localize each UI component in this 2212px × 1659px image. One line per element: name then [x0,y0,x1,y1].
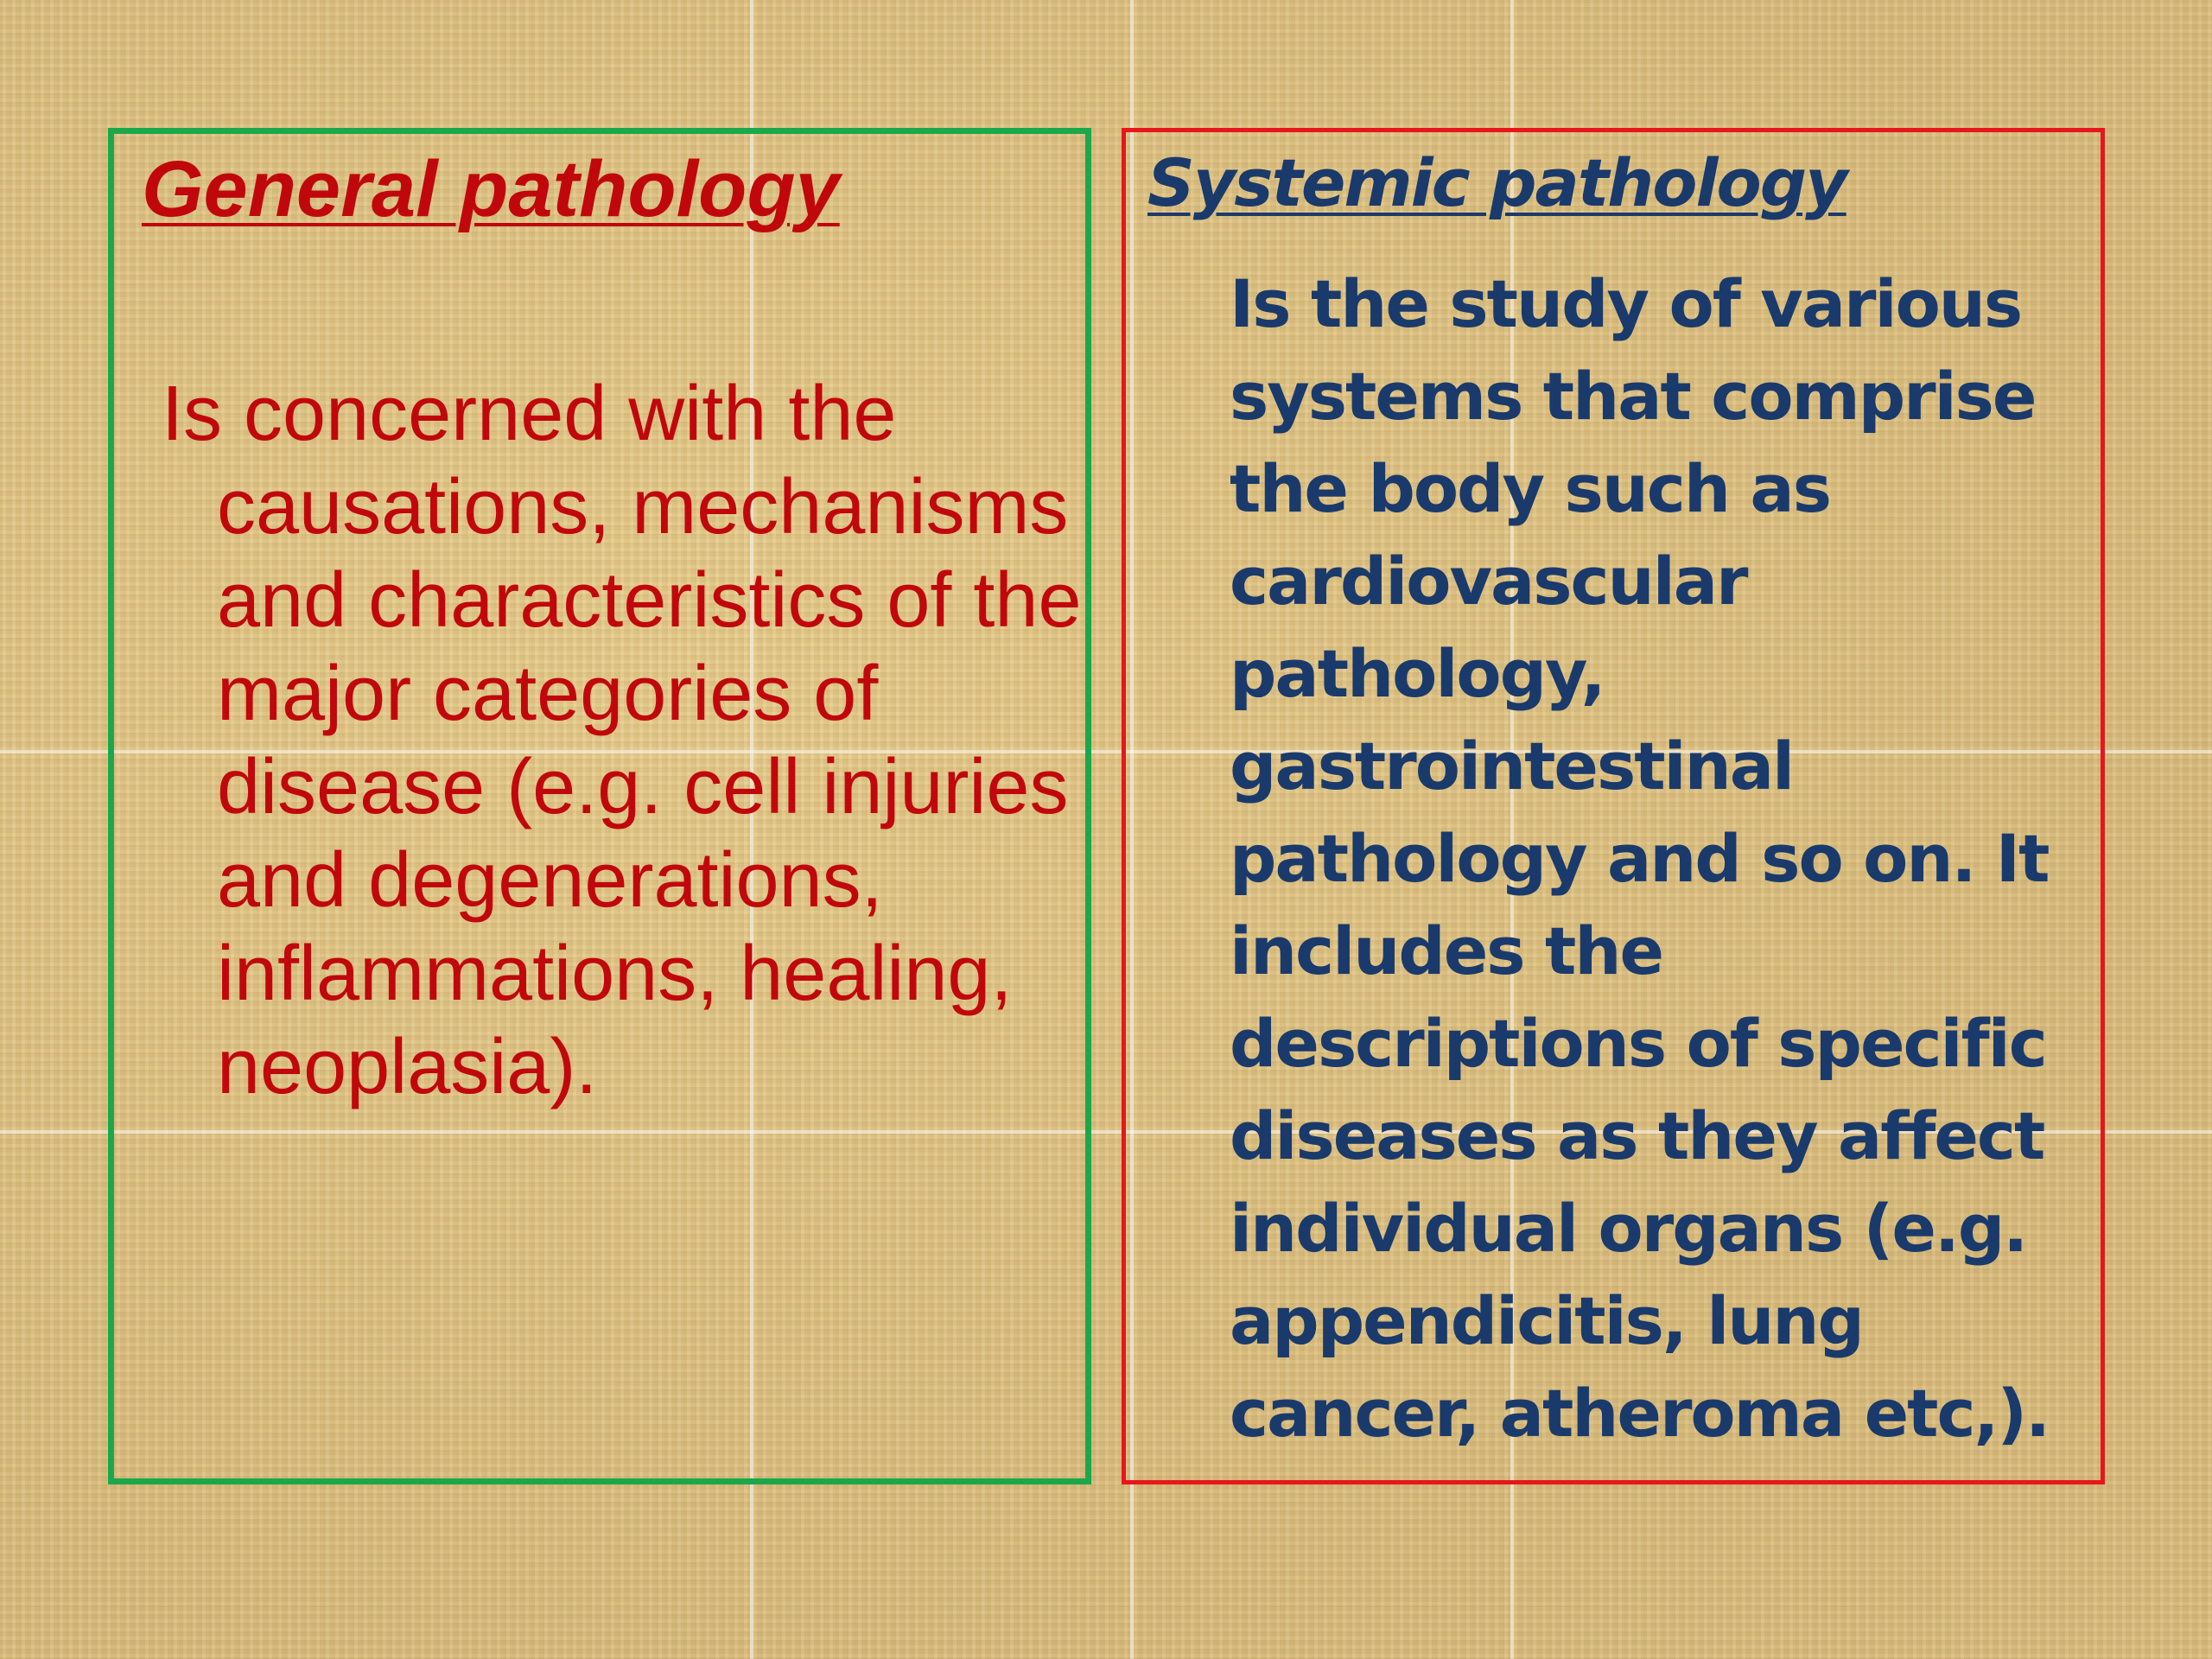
systemic-pathology-description: Is the study of various systems that comprise the body such as cardiovascular pathology, gastrointestinal pathology and so on. It includes the descriptions of specific diseases as they affect individual organs (e.g. appendicitis, lung cancer, atheroma etc,). [1230,265,2049,1452]
general-pathology-title: General pathology [142,145,840,233]
general-pathology-panel [108,128,1091,1484]
systemic-pathology-title: Systemic pathology [1147,144,1847,221]
systemic-pathology-panel [1122,128,2105,1484]
general-pathology-description: Is concerned with the causations, mechanisms and characteristics of the major categories of disease (e.g. cell injuries and degenerations, inflammations, healing, neoplasia). [162,371,1082,1110]
